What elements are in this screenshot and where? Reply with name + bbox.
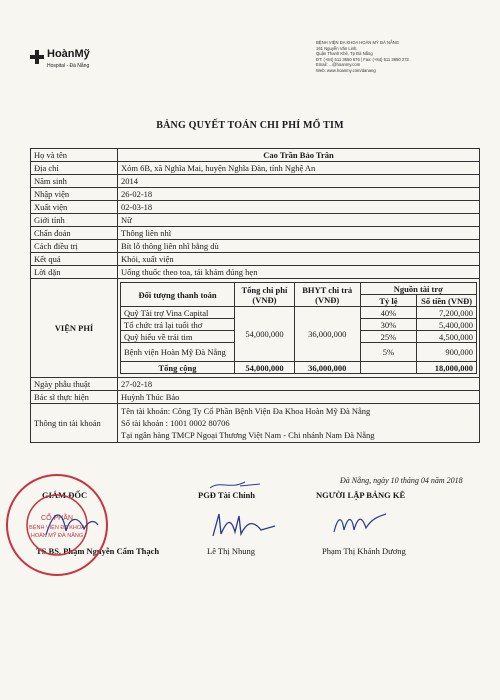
info-label: Chẩn đoán [31,227,118,240]
sum-amount: 18,000,000 [417,362,477,374]
funder-amount: 5,400,000 [417,319,477,331]
info-label: Họ và tên [31,149,118,162]
account-line: Số tài khoản : 1001 0002 80706 [121,418,230,428]
info-label: Bác sĩ thực hiện [31,391,118,404]
director-signature [40,505,100,543]
info-value: Khỏi, xuất viện [118,253,480,266]
address-line: 161 Nguyễn Văn Linh, [316,45,358,51]
surgery-date: 27-02-18 [118,378,480,391]
logo-subtitle: Hospital - Đà Nẵng [47,63,90,69]
info-value: Thông liên nhĩ [118,227,480,240]
svg-text:HOÀN MỸ ĐÀ NẴNG: HOÀN MỸ ĐÀ NẴNG [30,533,84,539]
preparer-name: Phạm Thị Khánh Dương [322,546,406,556]
header-rate: Tỷ lệ [360,295,417,307]
finance-initial-signature [205,478,265,492]
info-label: Nhập viện [31,188,118,201]
info-label: Xuất viện [31,201,118,214]
funder-rate: 25% [360,331,417,343]
info-label: Cách điều trị [31,240,118,253]
account-line: Tên tài khoản: Công Ty Cổ Phần Bệnh Viện Đa Khoa Hoàn Mỹ Đà Nẵng [121,406,371,416]
funder-amount: 7,200,000 [417,307,477,319]
info-label: Địa chỉ [31,162,118,175]
address-line: Web: www.hoanmy.com/danang [316,67,376,73]
sum-label: Tổng cộng [121,362,235,374]
header-funding: Nguồn tài trợ [360,283,476,295]
preparer-signature [330,508,390,538]
info-value: 02-03-18 [118,201,480,214]
account-label: Thông tin tài khoản [31,404,118,443]
patient-name: Cao Trần Bảo Trân [118,149,480,162]
svg-text:CỔ PHẦN: CỔ PHẦN [41,515,73,522]
info-label: Lời dặn [31,266,118,279]
sign-date: Đà Nẵng, ngày 10 tháng 04 năm 2018 [340,476,463,485]
address-line: Quận Thanh Khê, Tp Đà Nẵng [316,51,373,57]
funder-amount: 4,500,000 [417,331,477,343]
total-cost: 54,000,000 [235,307,295,362]
director-title: GIÁM ĐỐC [42,490,88,500]
preparer-title: NGƯỜI LẬP BẢNG KÊ [316,490,406,500]
account-line: Tại ngân hàng TMCP Ngoại Thương Việt Nam - Chi nhánh Nam Đà Nẵng [121,430,375,440]
finance-signature [205,508,285,542]
header-amount: Số tiền (VNĐ) [417,295,477,307]
info-value: Bít lỗ thông liên nhĩ bằng dù [118,240,480,253]
surgeon-name: Huỳnh Thúc Bảo [118,391,480,404]
bhyt-pay: 36,000,000 [294,307,360,362]
address-line: BỆNH VIỆN ĐA KHOA HOÀN MỸ ĐÀ NẴNG [316,40,400,45]
funder-rate: 30% [360,319,417,331]
finance-title: PGĐ Tài Chính [198,490,256,500]
director-name: TS.BS. Phạm Nguyễn Cẩm Thạch [36,546,160,556]
svg-text:BỆNH VIỆN ĐA KHOA: BỆNH VIỆN ĐA KHOA [29,525,85,531]
funder-amount: 900,000 [417,343,477,362]
header-bhyt: BHYT chi trả (VNĐ) [294,283,360,307]
info-label: Ngày phẫu thuật [31,378,118,391]
info-label: Năm sinh [31,175,118,188]
info-value: 26-02-18 [118,188,480,201]
address-line: Email: ...@hoanmy.com [316,62,361,68]
document-title: BẢNG QUYẾT TOÁN CHI PHÍ MỔ TIM [156,120,344,131]
info-value: Uống thuốc theo toa, tái khám đúng hẹn [118,266,480,279]
address-line: ĐT: (+84) 511 3650 676 | Fax: (+84) 511 3650 272 [316,56,409,62]
finance-name: Lê Thị Nhung [207,546,256,556]
funder-name: Quỹ hiểu về trái tim [121,331,235,343]
info-value: 2014 [118,175,480,188]
info-value: Nữ [118,214,480,227]
sum-bhyt: 36,000,000 [294,362,360,374]
logo-name: HoànMỹ [47,48,90,60]
info-label: Kết quả [31,253,118,266]
funder-rate: 40% [360,307,417,319]
info-label: Giới tính [31,214,118,227]
header-total: Tổng chi phí (VNĐ) [235,283,295,307]
funder-name: Quỹ Tài trợ Vina Capital [121,307,235,319]
sum-total: 54,000,000 [235,362,295,374]
funder-name: Bệnh viện Hoàn Mỹ Đà Nẵng [121,343,235,362]
header-object: Đối tượng thanh toán [121,283,235,307]
vien-phi-label: VIỆN PHÍ [31,279,118,378]
funder-name: Tổ chức trả lại tuổi thơ [121,319,235,331]
funder-rate: 5% [360,343,417,362]
info-value: Xóm 6B, xã Nghĩa Mai, huyện Nghĩa Đàn, tỉnh Nghệ An [118,162,480,175]
